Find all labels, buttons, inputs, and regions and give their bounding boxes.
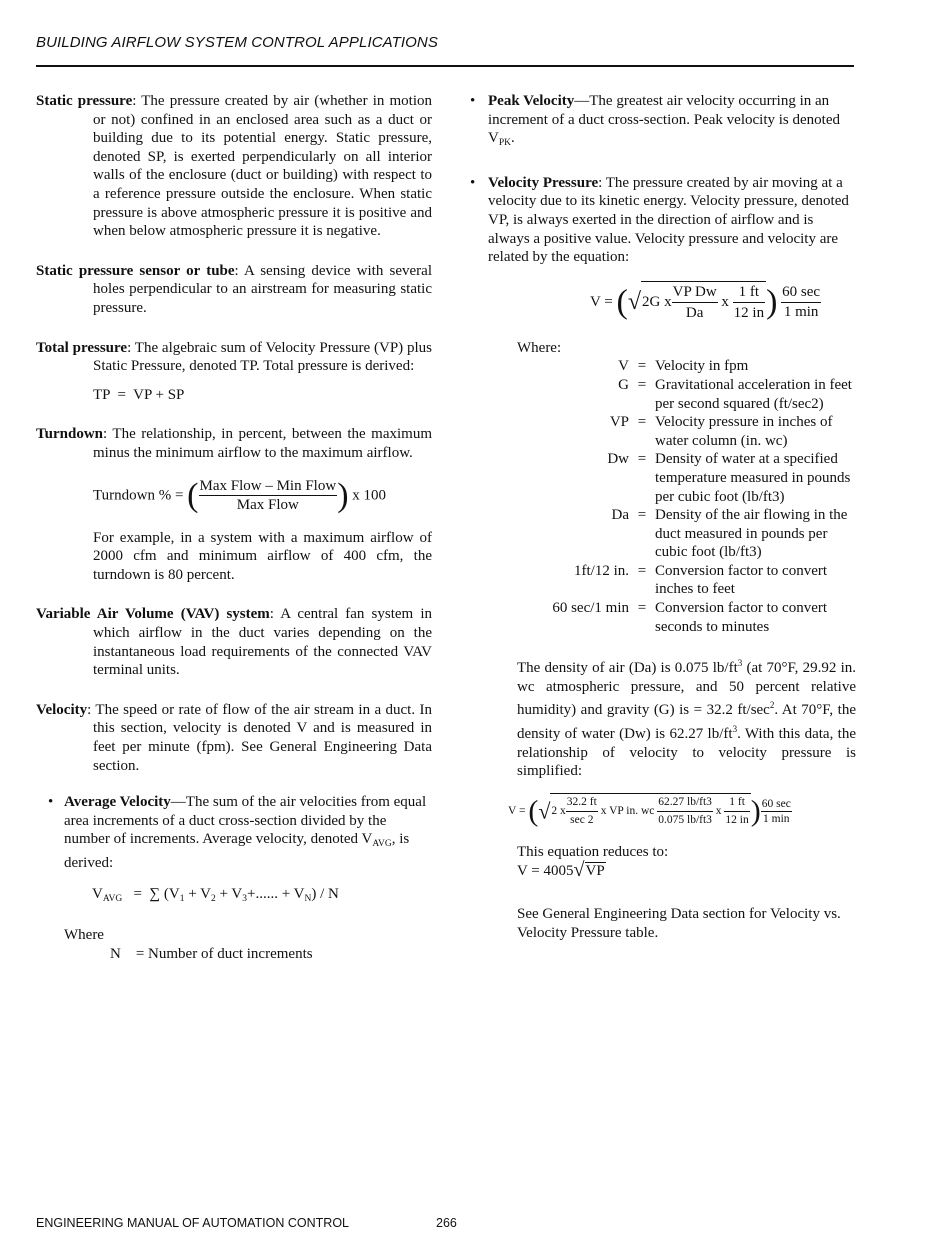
bullet-icon: • <box>48 794 54 811</box>
definition-end: . <box>511 130 515 147</box>
fraction-densities <box>657 794 713 829</box>
fraction-ft-sec <box>566 794 598 829</box>
symbol: 1ft/12 in. <box>574 562 629 579</box>
see-also: See General Engineering Data section for Velocity vs. Velocity Pressure table. <box>517 906 841 941</box>
numerator: 1 ft <box>724 794 749 812</box>
eq-end: ) / N <box>311 885 339 902</box>
symbol: Dw <box>607 451 629 468</box>
eq-sub: AVG <box>102 893 123 904</box>
symbol: Da <box>611 507 629 524</box>
denominator: Da <box>685 304 704 321</box>
text: (at 70°F, 29.92 in. wc atmospheric pressure, and 50 percent relative humidity) and gravity (G) is = 32.2 ft/sec <box>517 660 856 719</box>
velocity-entry <box>36 701 432 775</box>
term: Velocity Pressure <box>488 174 599 191</box>
where-row <box>517 450 856 506</box>
equals: = <box>637 376 647 393</box>
eq-lhs: Turndown % = <box>93 487 184 504</box>
denominator: 1 min <box>783 303 819 320</box>
term: Static pressure sensor or tube <box>36 262 235 279</box>
denominator: 12 in <box>733 304 765 321</box>
numerator: 32.2 ft <box>566 794 598 812</box>
where-row <box>517 357 856 376</box>
subscript: PK <box>498 138 511 149</box>
total-pressure-entry <box>36 339 432 376</box>
symbol: V <box>618 358 629 375</box>
radicand <box>641 281 766 323</box>
definition: : The speed or rate of flow of the air stream in a duct. In this section, velocity is denoted V and is measured in feet per minute (fpm). See General Engineering Data section. <box>87 701 432 774</box>
subscript: AVG <box>372 839 392 850</box>
fraction-ft-in <box>733 282 765 323</box>
eq-part: +...... + V <box>247 885 305 902</box>
term: Average Velocity <box>64 794 171 811</box>
superscript: 3 <box>732 724 738 735</box>
radicand <box>550 793 750 829</box>
eq-sub-3: 3 <box>242 893 247 904</box>
numerator: 1 ft <box>733 282 765 303</box>
term: Turndown <box>36 426 103 443</box>
eq-v: V <box>92 885 103 902</box>
eq-lhs: V = <box>590 293 613 310</box>
bullet-icon: • <box>470 174 476 191</box>
velocity-pressure-bullet <box>470 174 856 267</box>
eq-sub-n: N <box>304 893 312 904</box>
peak-velocity-bullet <box>470 92 856 153</box>
definition-end: , is derived: <box>64 831 410 871</box>
sqrt-icon: √ <box>573 859 585 882</box>
simplified-equation <box>508 793 858 829</box>
meaning: Conversion factor to convert inches to feet <box>655 562 828 598</box>
sqrt-icon: √ <box>538 798 551 824</box>
term: Static pressure <box>36 93 133 109</box>
definition: : A central fan system in which airflow in the duct varies depending on the instantaneous load requirements of the connected VAV terminal units. <box>93 606 432 679</box>
superscript: 2 <box>769 700 775 711</box>
eq-body: = ∑ (V <box>133 885 180 902</box>
eq-part: + V <box>215 885 243 902</box>
where-row <box>517 376 856 413</box>
definition: —The greatest air velocity occurring in an increment of a duct cross-section. Peak velocity is denoted V <box>488 93 840 147</box>
static-pressure-entry <box>36 92 432 241</box>
denominator: 0.075 lb/ft3 <box>658 813 712 826</box>
definition: —The sum of the air velocities from equal area increments of a duct cross-section divided by the number of increments. Average velocity, denoted V <box>64 794 427 848</box>
meaning: Velocity in fpm <box>655 358 749 375</box>
equals: = <box>637 451 647 468</box>
eq-lhs: V = 4005 <box>517 863 574 880</box>
right-column <box>470 92 856 963</box>
numerator: 60 sec <box>781 283 821 303</box>
eq-sub-1: 1 <box>179 893 185 904</box>
definition: : The relationship, in percent, between the maximum minus the minimum airflow to the maximum airflow. <box>93 426 432 461</box>
superscript: 3 <box>737 658 743 669</box>
times: x <box>715 804 722 817</box>
denominator: 1 min <box>763 812 790 825</box>
symbol: VP <box>609 414 629 431</box>
term: Peak Velocity <box>488 93 575 109</box>
where-list <box>517 357 856 636</box>
equals: = <box>637 562 647 579</box>
static-sensor-entry <box>36 262 432 318</box>
reduce-text: This equation reduces to: <box>517 843 669 860</box>
term: Variable Air Volume (VAV) system <box>36 606 270 623</box>
numerator: Max Flow – Min Flow <box>199 477 338 497</box>
definition: : A sensing device with several holes perpendicular to an airstream for measuring static pressure. <box>93 262 432 316</box>
fraction-sec-min <box>761 797 792 826</box>
two-g: 2G x <box>642 293 672 310</box>
fraction-sec-min <box>781 283 821 321</box>
turndown-example: For example, in a system with a maximum airflow of 2000 cfm and minimum airflow of 400 cfm, the turndown is 80 percent. <box>93 529 432 583</box>
meaning: Gravitational acceleration in feet per second squared (ft/sec2) <box>655 376 852 412</box>
paren-open: ( <box>616 283 628 321</box>
running-head: BUILDING AIRFLOW SYSTEM CONTROL APPLICATIONS <box>36 34 438 51</box>
sqrt-icon: √ <box>627 288 642 315</box>
meaning: Conversion factor to convert seconds to minutes <box>655 600 828 635</box>
eq-sub-2: 2 <box>210 893 216 904</box>
eq-part: + V <box>184 885 211 902</box>
where-row <box>517 413 856 450</box>
reduced-equation <box>517 861 856 881</box>
meaning: Density of the air flowing in the duct measured in pounds per cubic foot (lb/ft3) <box>655 507 848 561</box>
numerator: 62.27 lb/ft3 <box>657 794 713 812</box>
eq-rhs: x 100 <box>352 487 387 504</box>
fraction-ft-in <box>724 794 749 829</box>
density-paragraph <box>517 654 856 781</box>
where-label: Where <box>64 927 104 944</box>
left-column <box>36 92 432 963</box>
paren-open: ( <box>528 794 539 828</box>
term: Velocity <box>36 701 88 718</box>
where-row <box>517 506 856 562</box>
definition: : The algebraic sum of Velocity Pressure (VP) plus Static Pressure, denoted TP. Total pressure is derived: <box>93 339 432 375</box>
text: The density of air (Da) is 0.075 lb/ft <box>517 660 738 677</box>
turndown-equation <box>93 477 432 515</box>
meaning: Density of water at a specified temperature measured in pounds per cubic foot (lb/ft3) <box>655 451 851 505</box>
paren-close: ) <box>750 794 761 828</box>
term: Total pressure <box>36 339 128 356</box>
paren-close: ) <box>766 283 778 321</box>
header-rule <box>36 65 854 67</box>
denominator: sec 2 <box>570 813 594 826</box>
equals: = <box>637 507 647 524</box>
radicand: VP <box>585 863 605 880</box>
vp-term: x VP in. wc <box>600 804 655 817</box>
velocity-equation <box>590 281 848 323</box>
where-row <box>517 562 856 599</box>
where-label: Where: <box>517 339 562 356</box>
turndown-fraction <box>199 477 338 515</box>
paren-open: ( <box>187 476 199 514</box>
equals: = <box>637 600 647 617</box>
fraction-vp-dw-da <box>672 282 718 323</box>
turndown-entry <box>36 425 432 462</box>
bullet-icon: • <box>470 93 476 109</box>
times: x <box>721 293 729 310</box>
denominator: 12 in <box>725 813 749 826</box>
two: 2 x <box>551 804 566 817</box>
vav-entry <box>36 605 432 679</box>
text: . With this data, the relationship of velocity to velocity pressure is simplified: <box>517 726 857 780</box>
symbol: 60 sec/1 min <box>552 600 629 617</box>
n-definition: N = Number of duct increments <box>110 945 313 962</box>
eq-lhs: V = <box>508 804 526 817</box>
average-velocity-bullet <box>48 793 432 872</box>
denominator: Max Flow <box>236 497 299 514</box>
definition: : The pressure created by air moving at a velocity due to its kinetic energy. Velocity pressure, denoted VP, is always exerted in the direction of airflow and is always a positive value. Velocity pressure and velocity are related by the equation: <box>488 174 849 266</box>
where-row <box>517 599 856 636</box>
equals: = <box>637 358 647 375</box>
total-pressure-equation: TP = VP + SP <box>93 386 185 403</box>
numerator: 60 sec <box>761 797 791 810</box>
meaning: Velocity pressure in inches of water column (in. wc) <box>655 414 833 449</box>
symbol: G <box>618 376 629 393</box>
equals: = <box>637 414 647 431</box>
page-number: 266 <box>436 1216 457 1230</box>
definition: : The pressure created by air (whether in motion or not) confined in an enclosed area such as a duct or building due to its potential energy. Static pressure, denoted SP, is exerted perpendicularly on all interior walls of the enclosure (duct or building) with respect to a reference pressure outside the enclosure. When static pressure is above atmospheric pressure it is positive and when below atmospheric pressure it is negative. <box>93 93 432 240</box>
text: . At 70°F, the density of water (Dw) is 62.27 lb/ft <box>517 702 856 743</box>
numerator: VP Dw <box>672 282 718 303</box>
footer-manual-title: ENGINEERING MANUAL OF AUTOMATION CONTROL <box>36 1216 349 1230</box>
paren-close: ) <box>337 476 349 514</box>
average-velocity-equation <box>92 885 432 909</box>
